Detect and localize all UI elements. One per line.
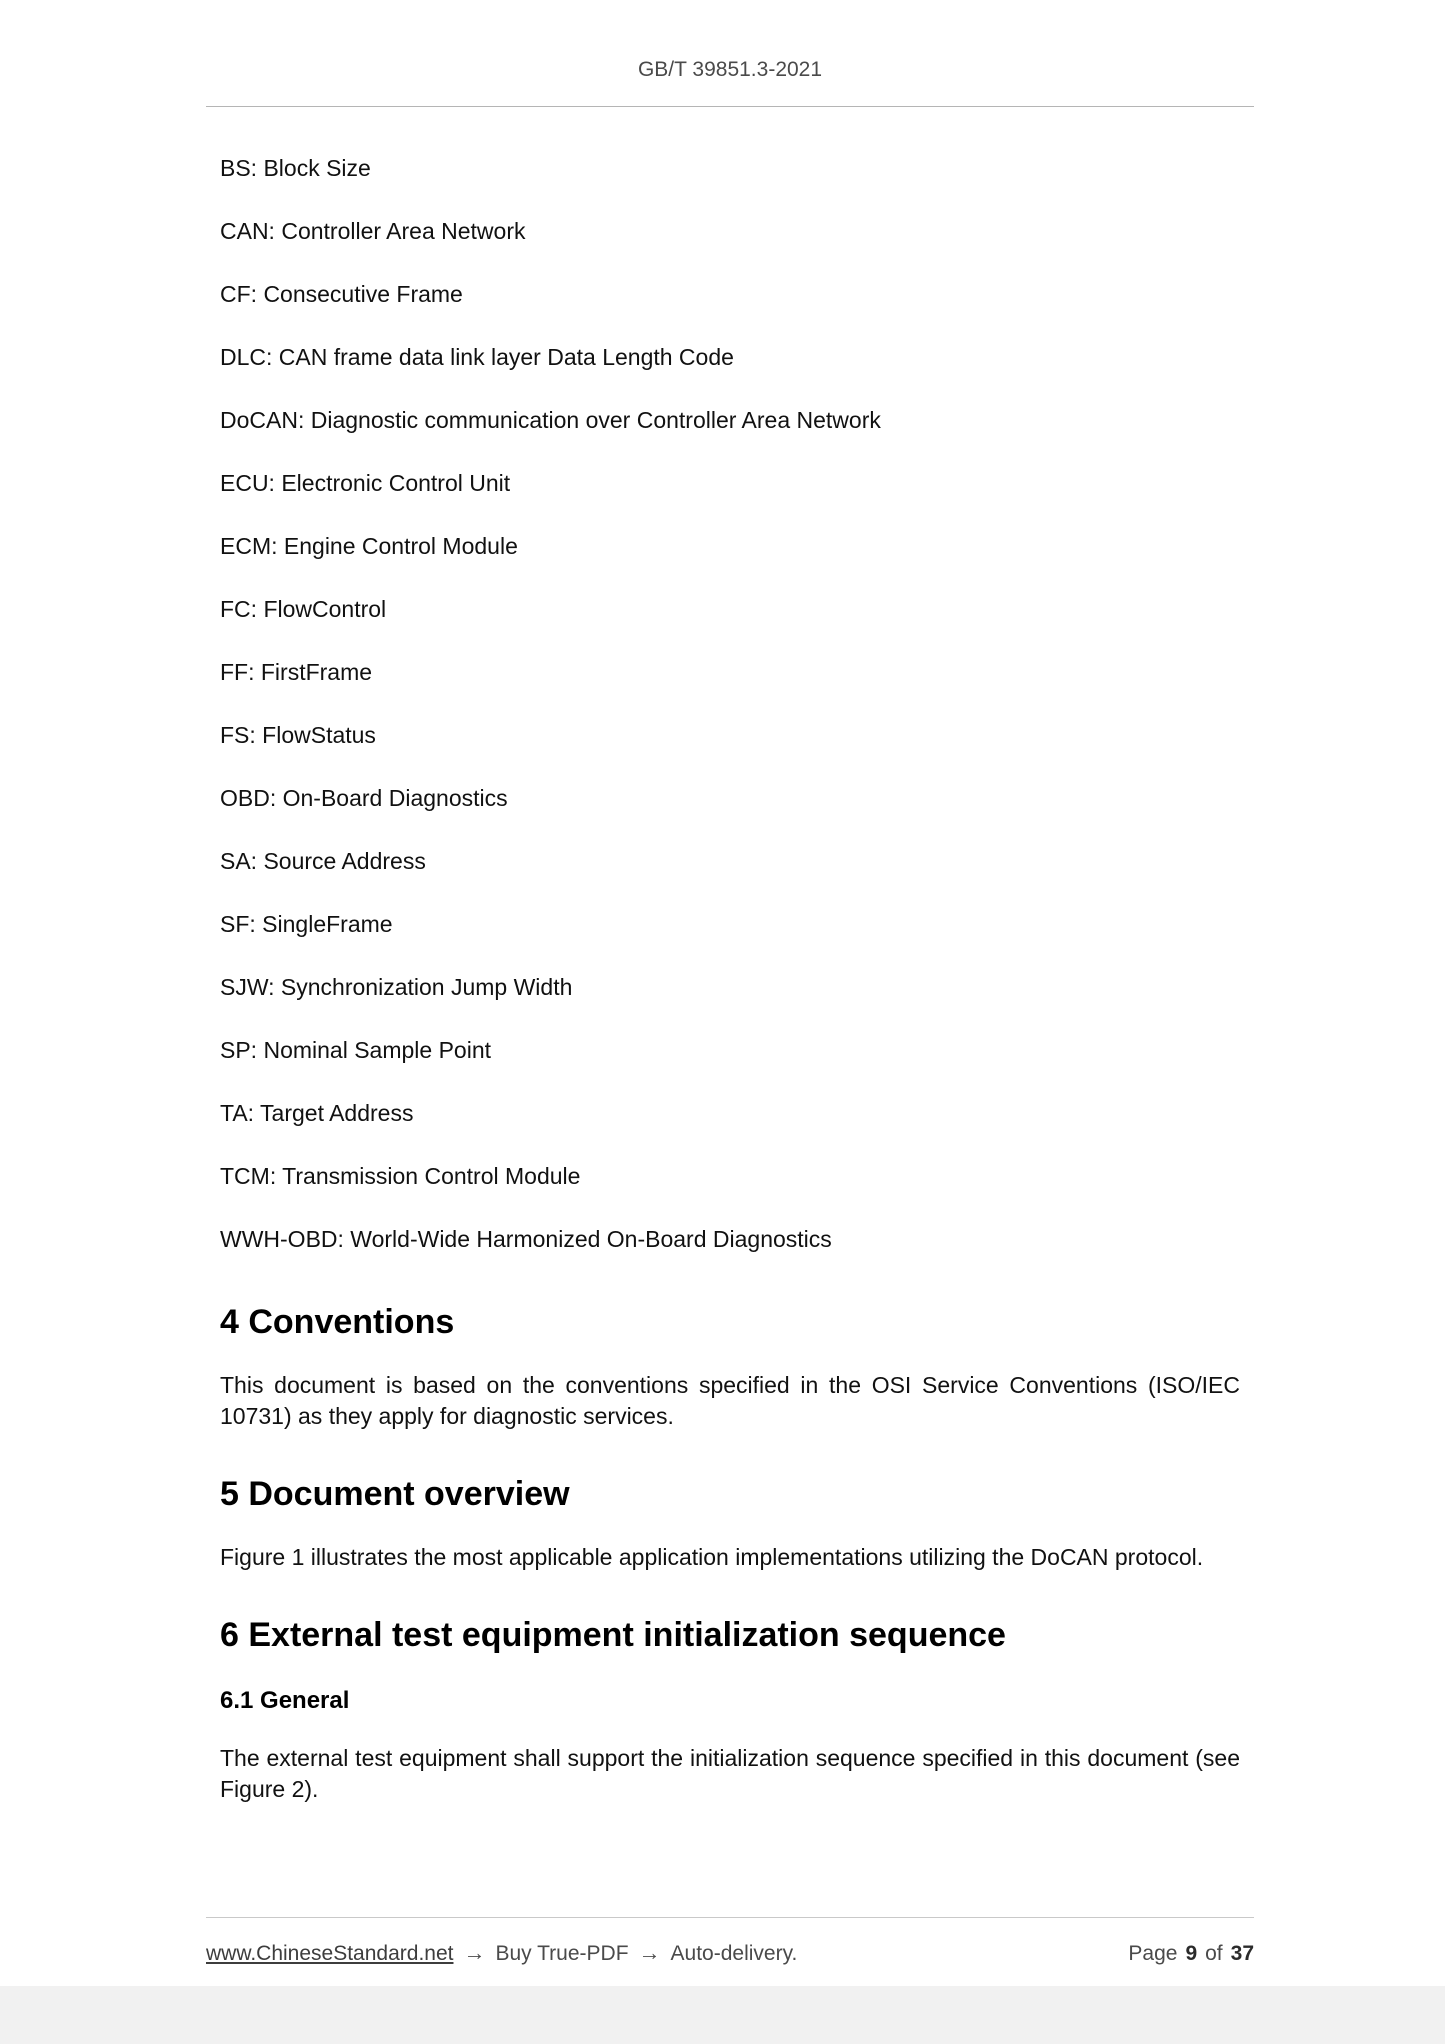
abbreviation-line: BS: Block Size <box>220 155 371 181</box>
abbreviation-line: FF: FirstFrame <box>220 659 373 685</box>
abbreviation-line: OBD: On-Board Diagnostics <box>220 785 508 811</box>
section-heading-init-sequence: 6 External test equipment initialization sequence <box>220 1616 1006 1654</box>
abbreviation-line: DLC: CAN frame data link layer Data Length Code <box>220 344 734 370</box>
section-paragraph: Figure 1 illustrates the most applicable application implementations utilizing the DoCAN protocol. <box>220 1544 1204 1570</box>
section-paragraph: This document is based on the conventions specified in the OSI Service Conventions (ISO/IEC 10731) as they apply for diagnostic services. <box>220 1372 1240 1429</box>
abbreviation-line: FC: FlowControl <box>220 596 387 622</box>
of-label: of <box>1205 1942 1223 1965</box>
abbreviation-line: WWH-OBD: World-Wide Harmonized On-Board Diagnostics <box>220 1226 832 1252</box>
page-footer <box>206 1917 1254 1986</box>
abbreviation-line: SF: SingleFrame <box>220 911 393 937</box>
page-number: 9 <box>1185 1942 1198 1965</box>
abbreviation-line: TCM: Transmission Control Module <box>220 1163 581 1189</box>
arrow-right-icon: → <box>463 1940 486 1965</box>
abbreviation-line: SP: Nominal Sample Point <box>220 1037 492 1063</box>
subsection-heading-general: 6.1 General <box>220 1687 350 1714</box>
page-indicator <box>1128 1942 1254 1966</box>
abbreviation-line: TA: Target Address <box>220 1100 414 1126</box>
abbreviation-line: SJW: Synchronization Jump Width <box>220 974 573 1000</box>
document-number-header: GB/T 39851.3-2021 <box>206 58 1254 107</box>
footer-delivery-text: Auto-delivery. <box>670 1942 798 1965</box>
section-heading-conventions: 4 Conventions <box>220 1303 455 1341</box>
abbreviation-line: ECM: Engine Control Module <box>220 533 518 559</box>
abbreviation-line: SA: Source Address <box>220 848 426 874</box>
bottom-gray-strip <box>0 1986 1445 2044</box>
footer-site-link[interactable]: www.ChineseStandard.net <box>206 1942 454 1965</box>
section-paragraph: The external test equipment shall support the initialization sequence specified in this document (see Figure 2). <box>220 1745 1240 1802</box>
footer-promo <box>206 1940 797 1966</box>
page-label: Page <box>1128 1942 1178 1965</box>
abbreviation-line: CF: Consecutive Frame <box>220 281 463 307</box>
section-heading-document-overview: 5 Document overview <box>220 1475 570 1513</box>
total-pages: 37 <box>1230 1942 1254 1965</box>
abbreviation-line: ECU: Electronic Control Unit <box>220 470 511 496</box>
abbreviation-line: FS: FlowStatus <box>220 722 376 748</box>
abbreviation-line: CAN: Controller Area Network <box>220 218 526 244</box>
arrow-right-icon: → <box>638 1940 661 1965</box>
footer-buy-text: Buy True-PDF <box>495 1942 629 1965</box>
abbreviation-line: DoCAN: Diagnostic communication over Controller Area Network <box>220 407 881 433</box>
